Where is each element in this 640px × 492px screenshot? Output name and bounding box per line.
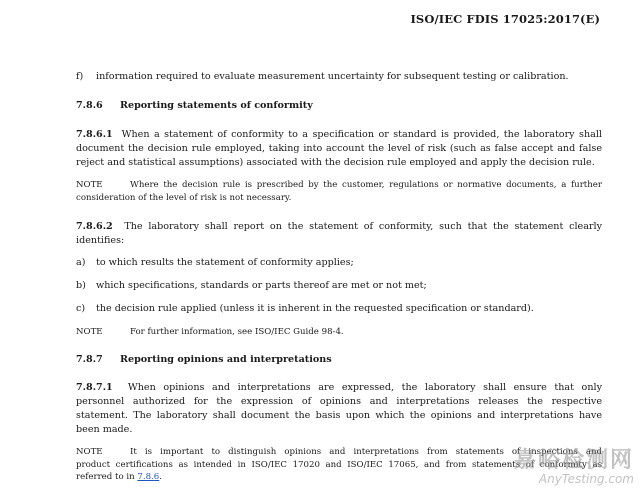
list-item-text: the decision rule applied (unless it is inherent in the requested specification or standard). (96, 303, 534, 314)
note-label: NOTE (76, 447, 103, 457)
list-item-text: information required to evaluate measurement uncertainty for subsequent testing or calibration. (96, 71, 569, 82)
note-line: NOTE It is important to distinguish opinions and interpretations from statements of inspections and (76, 447, 602, 457)
list-item-c (76, 302, 602, 316)
list-item-label: b) (76, 280, 86, 291)
clause-line: identifies: (76, 235, 125, 246)
note-text: For further information, see ISO/IEC Guide 98-4. (130, 327, 344, 337)
clause-line: statement. The laboratory shall document the basis upon which the opinions and interpretations have (76, 410, 602, 421)
list-item-label: c) (76, 303, 86, 314)
list-item-label: a) (76, 257, 86, 268)
clause-line: 7.8.6.1 When a statement of conformity to a specification or standard is provided, the laboratory shall (76, 129, 602, 140)
clause-number: 7.8.6.1 (76, 129, 113, 140)
clause-line: 7.8.7.1 When opinions and interpretations are expressed, the laboratory shall ensure that only (76, 382, 602, 393)
note-line: referred to in 7.8.6. (76, 472, 162, 482)
section-heading-7-8-6 (76, 99, 602, 113)
note-line: consideration of the level of risk is not necessary. (76, 192, 292, 203)
watermark-logo (514, 443, 634, 486)
note-label: NOTE (76, 327, 103, 337)
note-label: NOTE (76, 180, 103, 190)
clause-7-8-7-1 (76, 381, 602, 437)
clause-line: 7.8.6.2 The laboratory shall report on the statement of conformity, such that the statement clearly (76, 221, 602, 232)
list-item-text: to which results the statement of conformity applies; (96, 257, 354, 268)
cross-reference-link[interactable]: 7.8.6 (137, 472, 160, 482)
clause-number: 7.8.6.2 (76, 221, 113, 232)
section-number: 7.8.6 (76, 100, 103, 111)
clause-line: personnel authorized for the expression of opinions and interpretations releases the respective (76, 396, 602, 407)
note-line: product certifications as intended in ISO/IEC 17020 and ISO/IEC 17065, and from statements of conformity as (76, 459, 602, 470)
list-item-b (76, 279, 602, 293)
list-item-label: f) (76, 71, 84, 82)
list-item-a (76, 256, 602, 270)
note-decision-rule (76, 179, 602, 204)
section-heading-7-8-7 (76, 353, 602, 367)
section-title: Reporting opinions and interpretations (120, 354, 332, 365)
note-guide (76, 326, 602, 339)
document-header: ISO/IEC FDIS 17025:2017(E) (410, 12, 600, 26)
list-item-f (76, 70, 602, 84)
clause-number: 7.8.7.1 (76, 382, 113, 393)
clause-line: reject and statistical assumptions) associated with the decision rule employed and apply the decision rule. (76, 157, 595, 168)
section-title: Reporting statements of conformity (120, 100, 313, 111)
clause-7-8-6-2 (76, 220, 602, 248)
watermark-en: AnyTesting.com (538, 472, 634, 486)
clause-7-8-6-1 (76, 128, 602, 170)
clause-line: been made. (76, 424, 133, 435)
list-item-text: which specifications, standards or parts thereof are met or not met; (96, 280, 427, 291)
note-line: NOTE Where the decision rule is prescribed by the customer, regulations or normative documents, a further (76, 180, 602, 190)
section-number: 7.8.7 (76, 354, 103, 365)
watermark-cn: 嘉峪检测网 (513, 448, 634, 473)
clause-line: document the decision rule employed, taking into account the level of risk (such as false accept and false (76, 143, 602, 154)
